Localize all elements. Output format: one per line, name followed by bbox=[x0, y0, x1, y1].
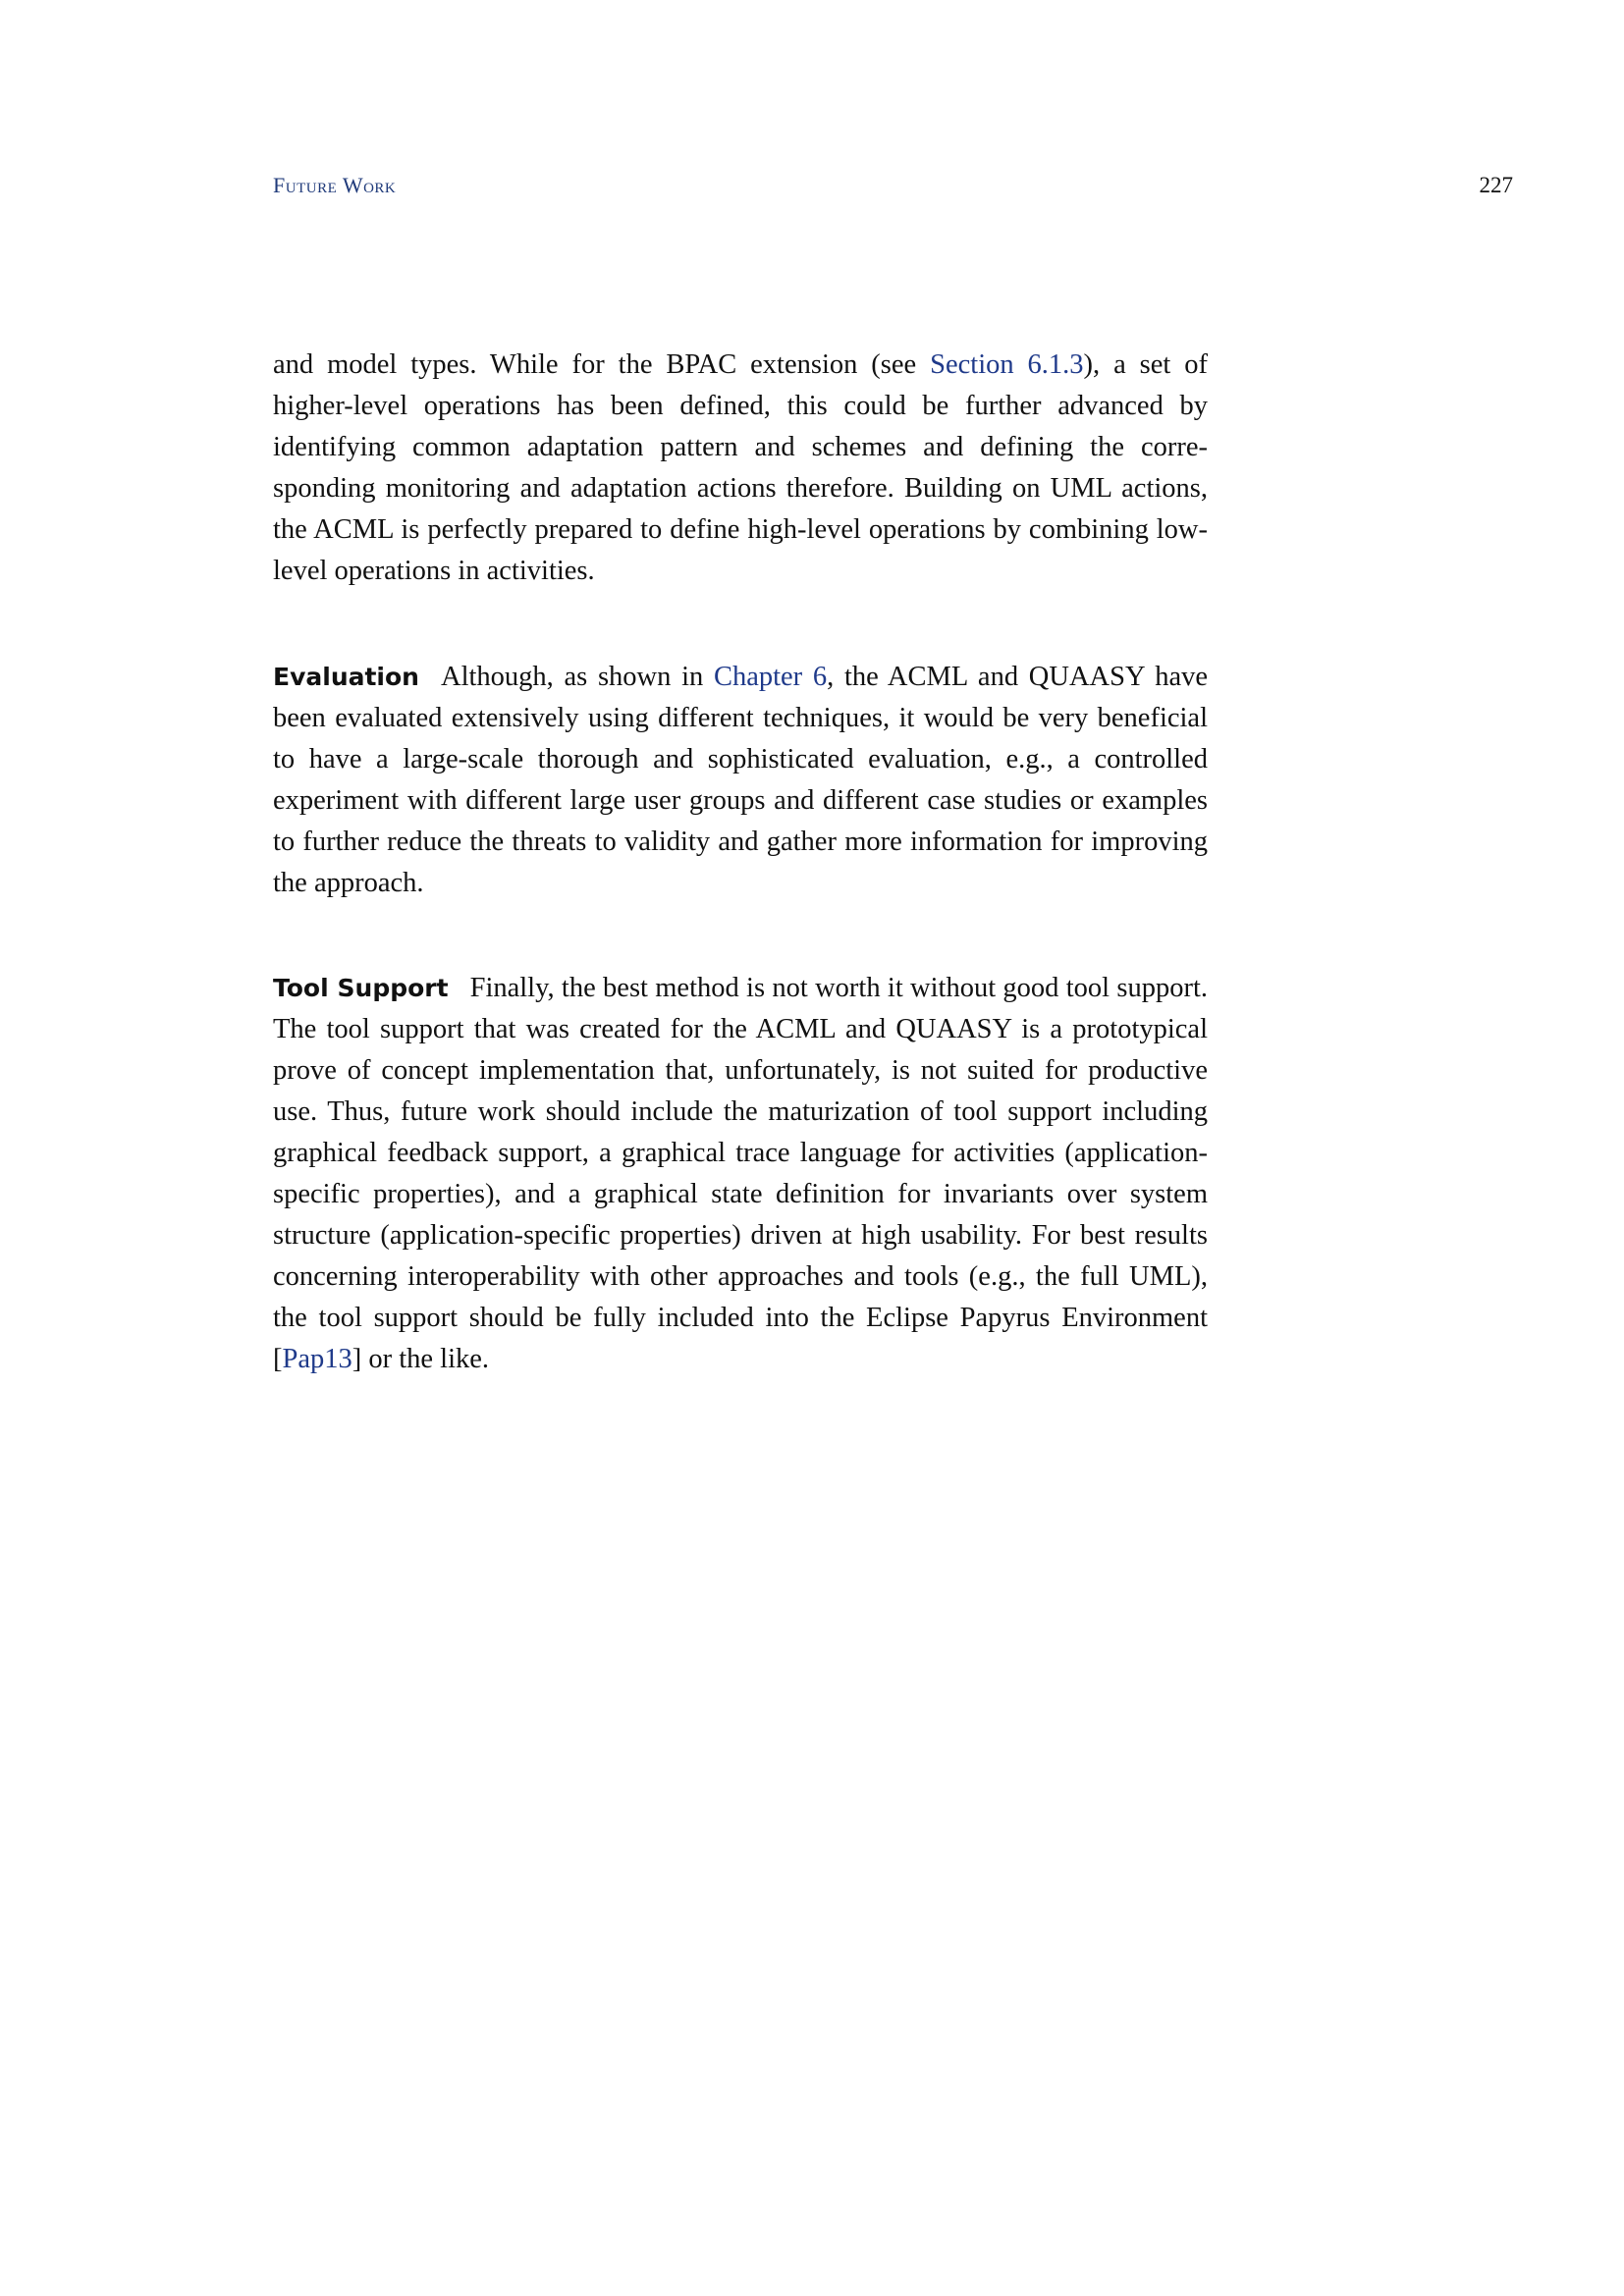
chapter-reference-link[interactable]: Chapter 6 bbox=[713, 661, 828, 692]
chapter-title-header: Future Work bbox=[273, 173, 397, 197]
paragraph-tool-support bbox=[273, 968, 1208, 1380]
section-reference-link[interactable]: Section 6.1.3 bbox=[930, 348, 1084, 380]
paragraph-text: ] or the like. bbox=[352, 1343, 490, 1374]
paragraph-text: Although, as shown in bbox=[440, 661, 714, 692]
running-header bbox=[273, 173, 1513, 204]
citation-link[interactable]: Pap13 bbox=[282, 1343, 352, 1374]
tool-support-heading: Tool Support bbox=[273, 973, 449, 1002]
paragraph-text: ), a set of higher-level operations has been defined, this could be further advanced by identifying common adaptation pattern and schemes and defining the corresponding monitoring and adaptation actions therefore. Building on UML actions, the ACML is perfectly prepared to define high-level operations by combining low-level operations in activities. bbox=[273, 348, 1208, 586]
page-number: 227 bbox=[1479, 173, 1513, 197]
evaluation-heading: Evaluation bbox=[273, 662, 419, 691]
paragraph-operations bbox=[273, 345, 1208, 592]
paragraph-text: and model types. While for the BPAC extension (see bbox=[273, 348, 931, 380]
paragraph-evaluation bbox=[273, 657, 1208, 904]
paragraph-text: , the ACML and QUAASY have been evaluated extensively using different techniques, it would be very beneficial to have a large-scale thorough and sophisticated evaluation, e.g., a controlled experiment with different large user groups and different case studies or examples to further reduce the threats to validity and gather more information for improving the approach. bbox=[273, 661, 1208, 898]
paragraph-text: Finally, the best method is not worth it without good tool support. The tool support that was created for the ACML and QUAASY is a prototypical prove of concept implementation that, unfortunately, is not suited for productive use. Thus, future work should include the maturization of tool support including graphical feedback support, a graphical trace language for activities (application-specific properties), and a graphical state definition for invariants over system structure (application-specific properties) driven at high usability. For best results concerning interoperability with other approaches and tools (e.g., the full UML), the tool support should be fully included into the Eclipse Papyrus Environment [ bbox=[273, 972, 1209, 1374]
